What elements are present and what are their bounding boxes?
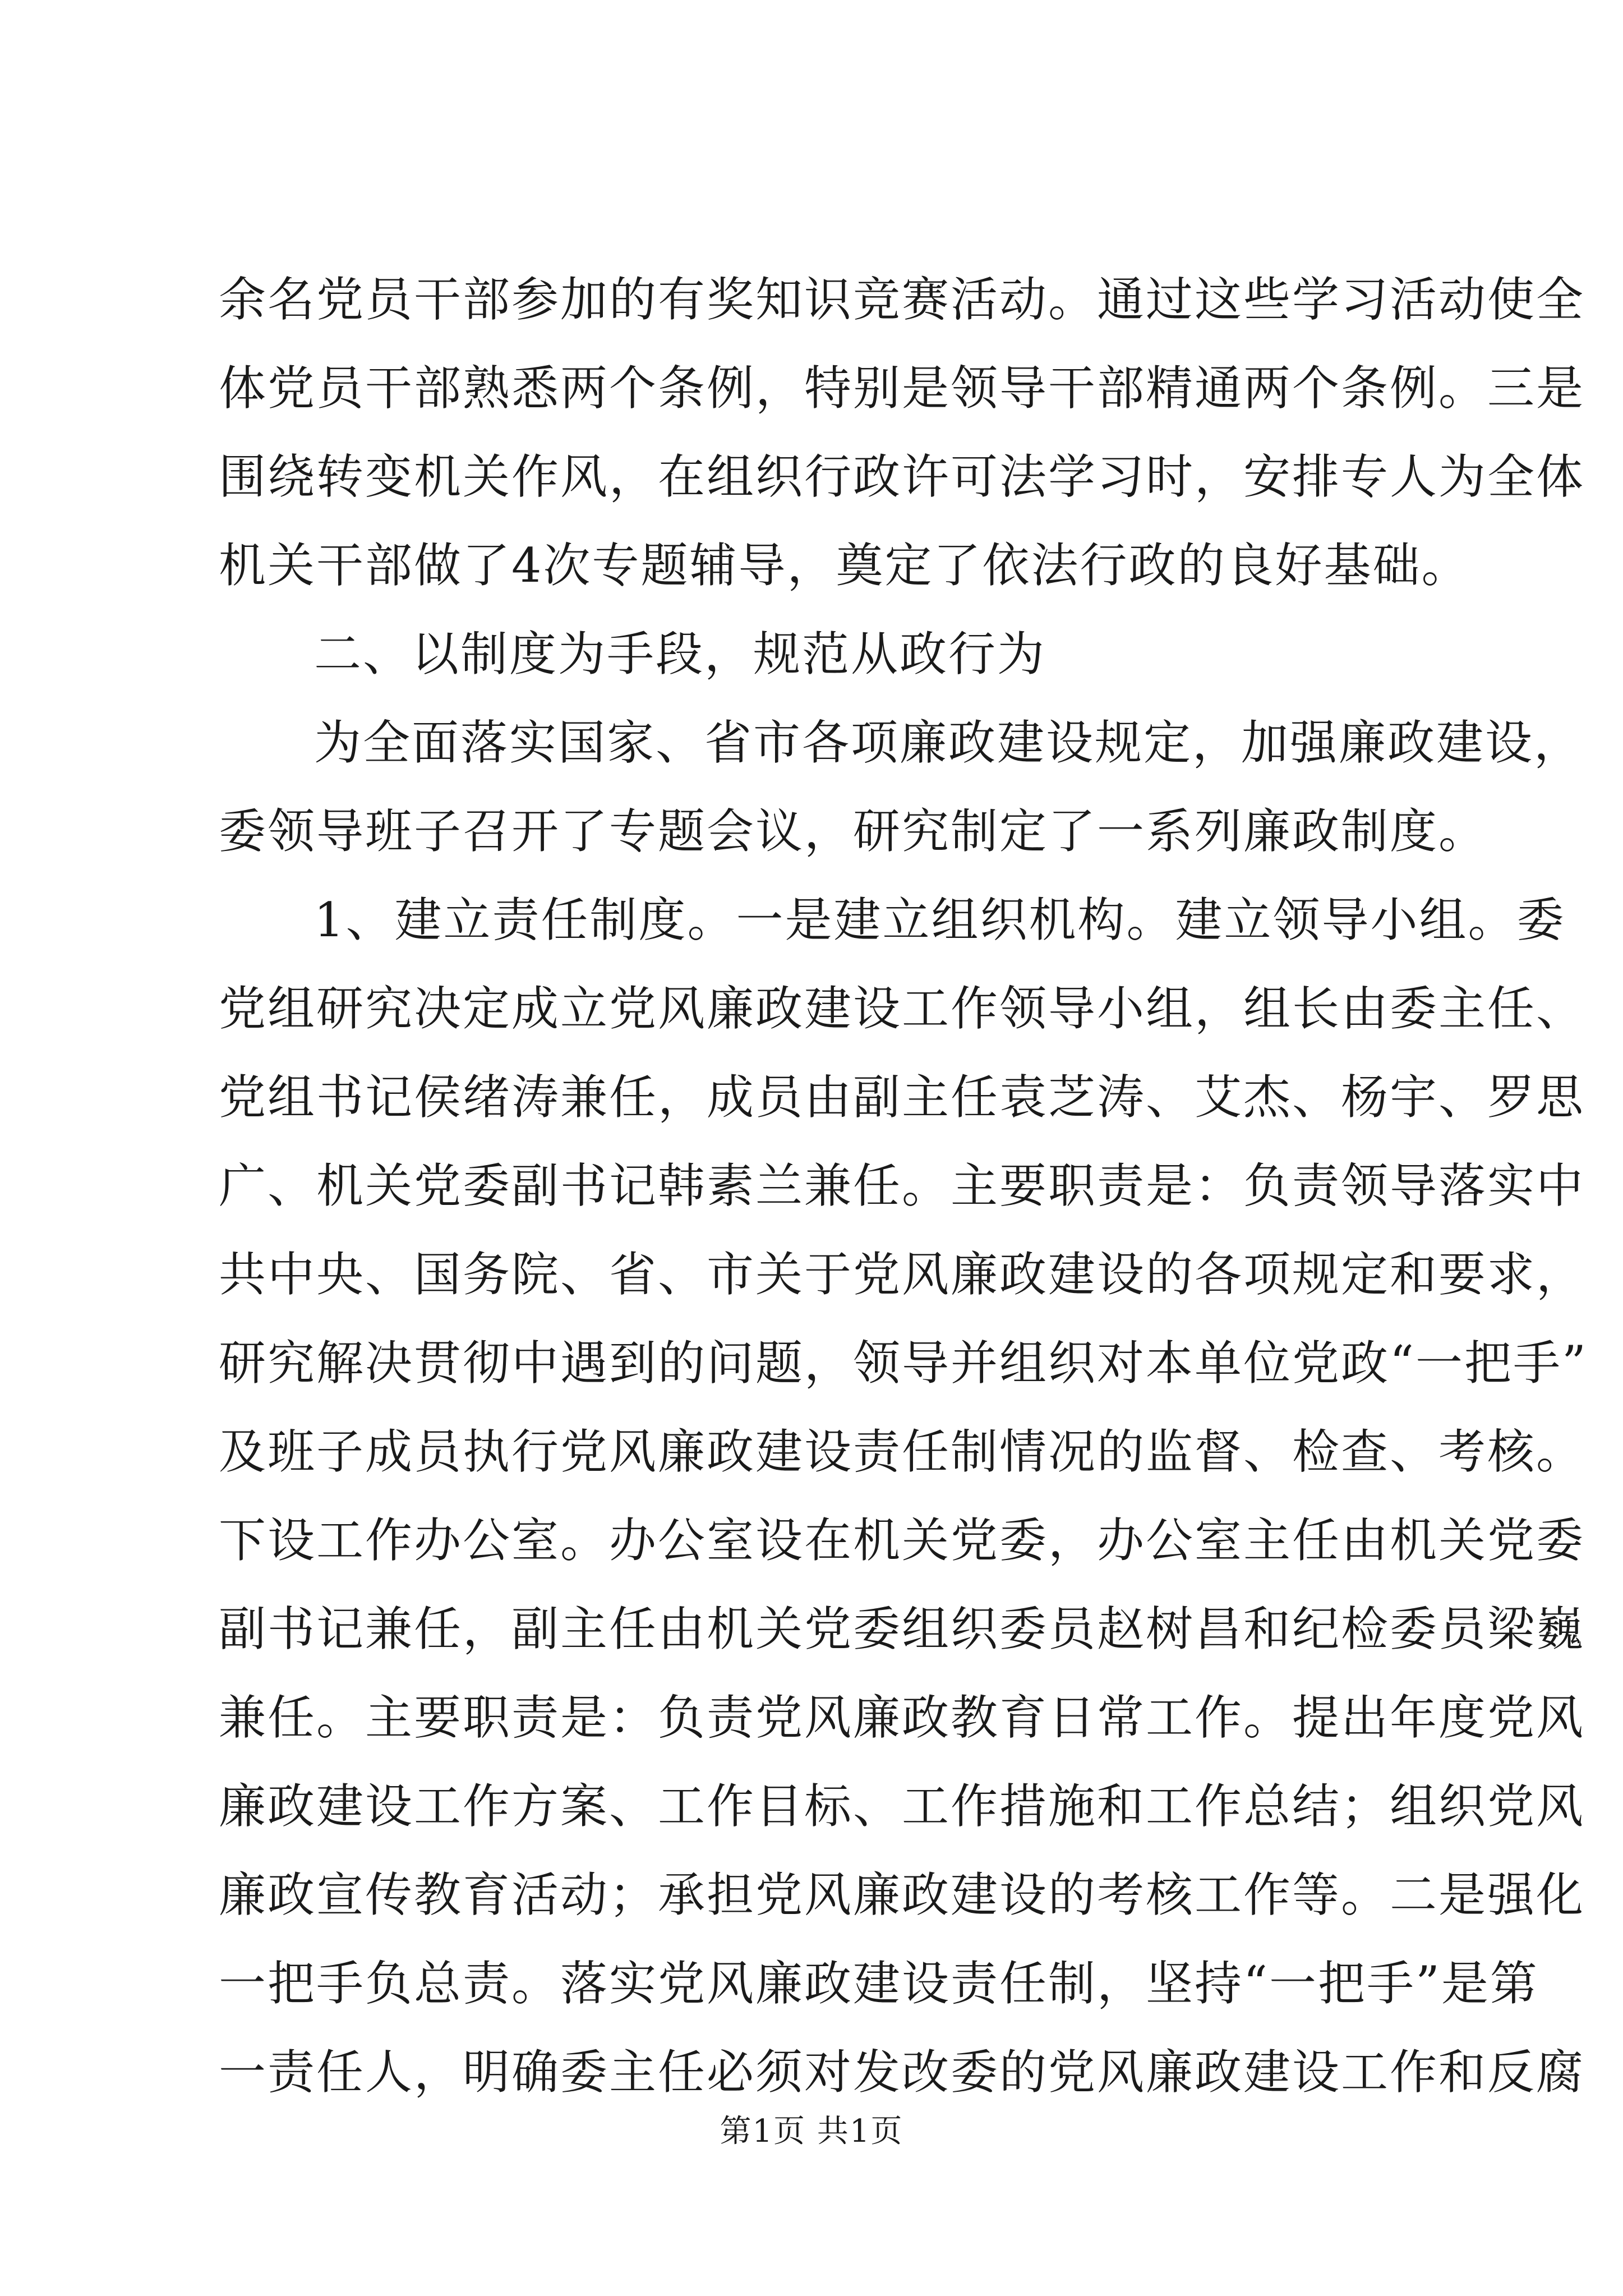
text-line: 廉政建设工作方案、工作目标、工作措施和工作总结；组织党风 [219, 1779, 1585, 1834]
text-line: 围绕转变机关作风，在组织行政许可法学习时，安排专人为全体 [219, 449, 1585, 504]
text-line: 委领导班子召开了专题会议，研究制定了一系列廉政制度。 [219, 804, 1488, 859]
page-number-label: 第1页 共1页 [720, 2113, 903, 2150]
text-line: 廉政宣传教育活动；承担党风廉政建设的考核工作等。二是强化 [219, 1867, 1585, 1922]
text-line: 一责任人，明确委主任必须对发改委的党风廉政建设工作和反腐 [219, 2045, 1585, 2100]
text-line: 副书记兼任，副主任由机关党委组织委员赵树昌和纪检委员梁巍 [219, 1602, 1585, 1657]
text-line: 兼任。主要职责是：负责党风廉政教育日常工作。提出年度党风 [219, 1690, 1585, 1745]
text-line: 体党员干部熟悉两个条例，特别是领导干部精通两个条例。三是 [219, 361, 1585, 416]
text-line: 为全面落实国家、省市各项廉政建设规定，加强廉政建设， [314, 715, 1583, 770]
text-line: 研究解决贯彻中遇到的问题，领导并组织对本单位党政“一把手” [219, 1336, 1588, 1391]
text-line: 党组书记侯绪涛兼任，成员由副主任袁芝涛、艾杰、杨宇、罗思 [219, 1070, 1585, 1125]
section-heading: 二、以制度为手段，规范从政行为 [314, 627, 1046, 682]
text-line: 广、机关党委副书记韩素兰兼任。主要职责是：负责领导落实中 [219, 1158, 1585, 1213]
page-footer [0, 2112, 1623, 2151]
text-line: 余名党员干部参加的有奖知识竞赛活动。通过这些学习活动使全 [219, 272, 1585, 327]
body-text [219, 255, 1588, 2116]
text-line: 机关干部做了4次专题辅导，奠定了依法行政的良好基础。 [219, 538, 1470, 593]
text-line: 党组研究决定成立党风廉政建设工作领导小组，组长由委主任、 [219, 981, 1585, 1036]
text-line: 共中央、国务院、省、市关于党风廉政建设的各项规定和要求， [219, 1247, 1585, 1302]
text-line: 及班子成员执行党风廉政建设责任制情况的监督、检查、考核。 [219, 1424, 1585, 1479]
text-line: 一把手负总责。落实党风廉政建设责任制，坚持“一把手”是第 [219, 1956, 1539, 2011]
text-line: 1、建立责任制度。一是建立组织机构。建立领导小组。委 [314, 892, 1566, 947]
text-line: 下设工作办公室。办公室设在机关党委，办公室主任由机关党委 [219, 1513, 1585, 1568]
